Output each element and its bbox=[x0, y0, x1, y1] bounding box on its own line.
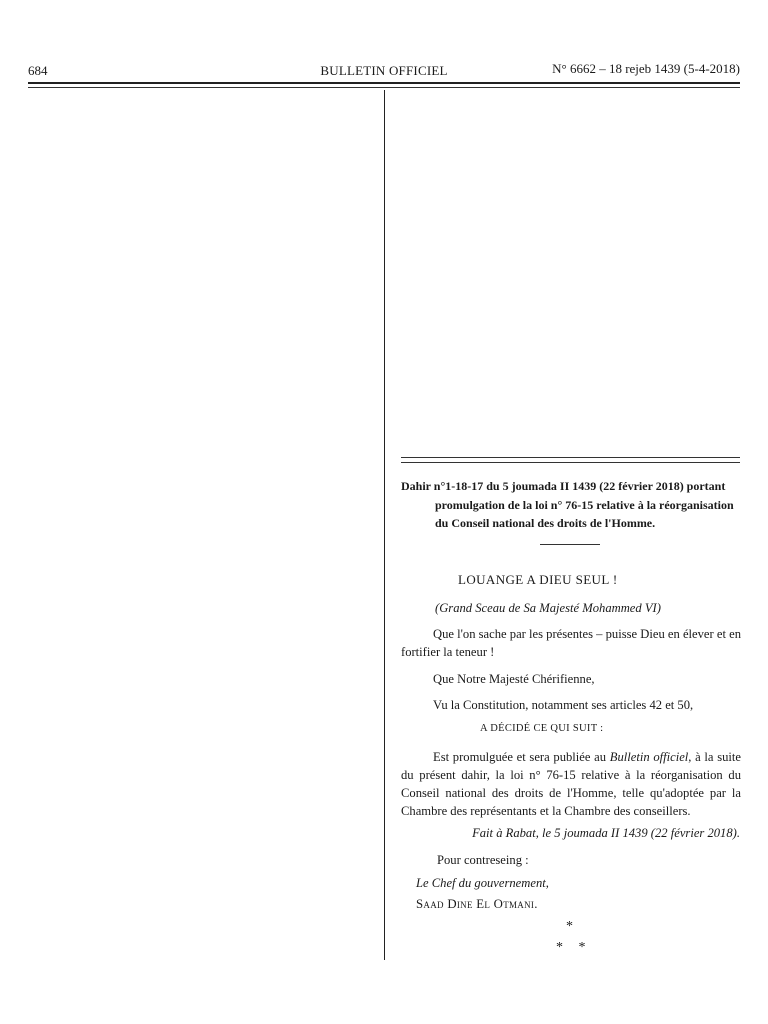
paragraph-que-lon-sache: Que l'on sache par les présentes – puisse Dieu en élever et en fortifier la teneur ! bbox=[401, 627, 741, 659]
header-rule-thin bbox=[28, 87, 740, 88]
signataire-name: Saad Dine El Otmani. bbox=[416, 897, 538, 911]
section-rule-thick bbox=[401, 457, 740, 458]
decide-heading: A DÉCIDÉ CE QUI SUIT : bbox=[480, 723, 604, 734]
promulgation-text-start: Est promulguée et sera publiée au bbox=[433, 750, 610, 764]
column-divider bbox=[384, 90, 385, 960]
chef-du-gouvernement: Le Chef du gouvernement, bbox=[416, 876, 549, 890]
asterisk-separator-top: * bbox=[566, 919, 573, 934]
louange-heading: LOUANGE A DIEU SEUL ! bbox=[458, 572, 618, 587]
dahir-title: Dahir n°1-18-17 du 5 joumada II 1439 (22 février 2018) portant promulgation de la loi n° 76-15 relative à la réorganisation du Conseil national des droits de l'Homme. bbox=[401, 479, 734, 530]
issue-info: N° 6662 – 18 rejeb 1439 (5-4-2018) bbox=[552, 61, 740, 76]
page-header bbox=[28, 60, 740, 82]
bulletin-officiel-italic: Bulletin officiel bbox=[609, 750, 689, 764]
pour-contreseing: Pour contreseing : bbox=[437, 853, 529, 867]
promulgation-text-end: , à la suite du présent dahir, la loi n° 76-15 relative à la réorganisation du Conseil national des droits de l'Homme, telle qu'adoptée par la Chambre des représentants et la Chambre des conseillers. bbox=[401, 750, 741, 818]
paragraph-constitution: Vu la Constitution, notamment ses articles 42 et 50, bbox=[433, 698, 694, 712]
publication-title: BULLETIN OFFICIEL bbox=[320, 63, 448, 78]
paragraph-promulgation bbox=[401, 748, 741, 820]
grand-sceau-line: (Grand Sceau de Sa Majesté Mohammed VI) bbox=[435, 601, 661, 615]
asterisk-separator-bottom: * * bbox=[556, 940, 592, 955]
title-separator bbox=[540, 544, 600, 545]
page-number: 684 bbox=[28, 63, 48, 78]
fait-a-rabat: Fait à Rabat, le 5 joumada II 1439 (22 février 2018). bbox=[472, 826, 740, 840]
header-rule-thick bbox=[28, 82, 740, 84]
paragraph-majeste: Que Notre Majesté Chérifienne, bbox=[433, 672, 595, 686]
section-rule-thin bbox=[401, 462, 740, 463]
